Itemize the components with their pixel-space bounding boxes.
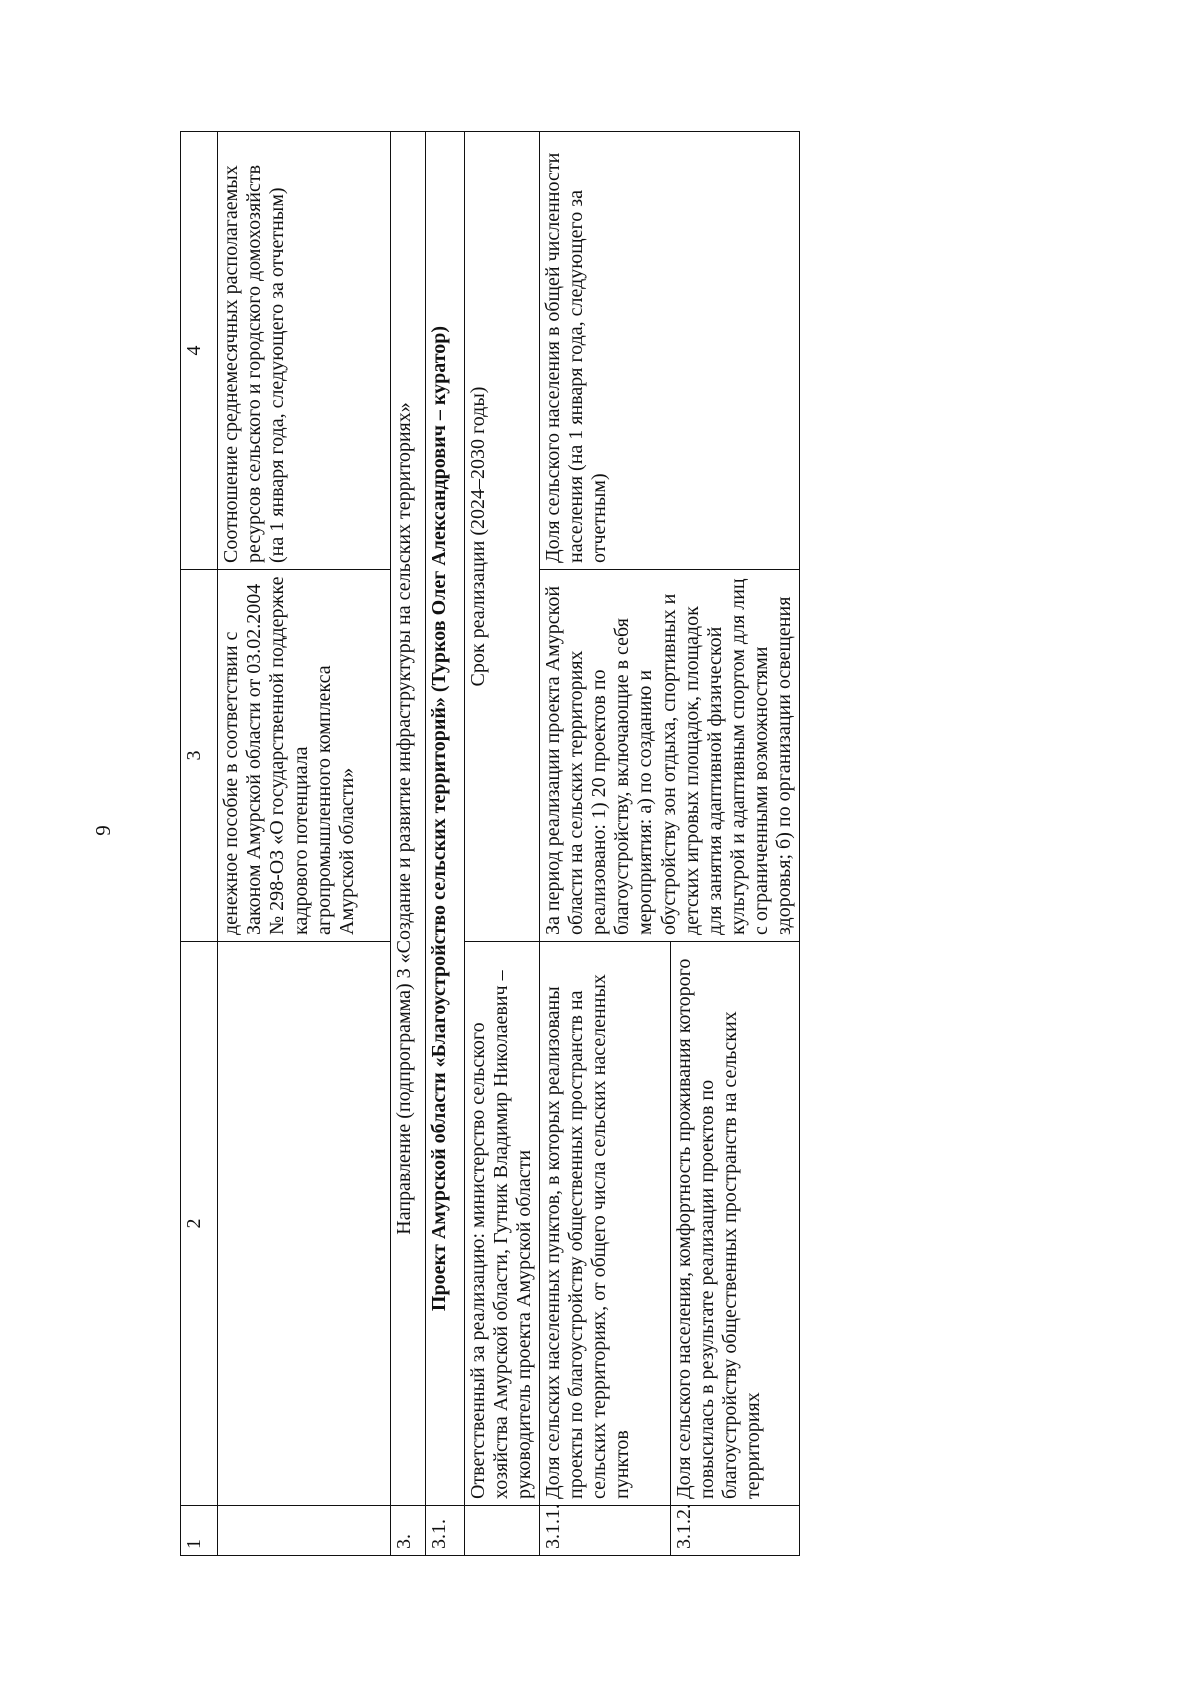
- cont-col1: [218, 1506, 391, 1556]
- project-3-1-number: 3.1.: [426, 1506, 465, 1556]
- section-3-title: Направление (подпрограмма) 3 «Создание и развитие инфраструктуры на сельских территориях»: [391, 132, 426, 1506]
- cont-col4: Соотношение среднемесячных располагаемых ресурсов сельского и городского домохозяйств (на 1 января года, следующего за отчетным): [218, 132, 391, 570]
- implementation-period: Срок реализации (2024–2030 годы): [465, 132, 540, 942]
- project-3-1-title: Проект Амурской области «Благоустройство сельских территорий» (Турков Олег Александрович – куратор): [426, 132, 465, 1506]
- task-3-1-2-text: Доля сельского населения, комфортность проживания которого повысилась в результате реализации проектов по благоустройству общественных пространств на сельских территориях: [670, 942, 799, 1506]
- task-3-1-1-row: [539, 132, 670, 1556]
- header-col1: 1: [181, 1506, 218, 1556]
- rotated-table-container: [180, 132, 796, 1556]
- header-row: [181, 132, 218, 1556]
- section-3-row: [391, 132, 426, 1556]
- header-col4: 4: [181, 132, 218, 570]
- responsible-row: [465, 132, 540, 1556]
- page-number: 9: [90, 825, 115, 836]
- expected-effects-cell: За период реализации проекта Амурской области на сельских территориях реализовано: 1) 20 проектов по благоустройству, включающие в себя мероприятия: а) по созданию и обустройству зон отдыха, спортивных и детских игровых площадок, площадок для занятия адаптивной физической культурой и адаптивным спортом для лиц с ограниченными возможностями здоровья; б) по организации освещения: [539, 570, 799, 942]
- cont-col3: денежное пособие в соответствии с Законом Амурской области от 03.02.2004 № 298-ОЗ «О государственной поддержке кадрового потенциала агропромышленного комплекса Амурской области»: [218, 570, 391, 942]
- header-col2: 2: [181, 942, 218, 1506]
- document-table: [180, 131, 800, 1556]
- project-3-1-row: [426, 132, 465, 1556]
- section-3-number: 3.: [391, 1506, 426, 1556]
- cont-col2: [218, 942, 391, 1506]
- task-3-1-1-number: 3.1.1.: [539, 1506, 670, 1556]
- header-col3: 3: [181, 570, 218, 942]
- responsible-col1: [465, 1506, 540, 1556]
- indicator-cell: Доля сельского населения в общей численности населения (на 1 января года, следующего за отчетным): [539, 132, 799, 570]
- task-3-1-1-text: Доля сельских населенных пунктов, в которых реализованы проекты по благоустройству общественных пространств на сельских территориях, от общего числа сельских населенных пунктов: [539, 942, 670, 1506]
- responsible-text: Ответственный за реализацию: министерство сельского хозяйства Амурской области, Гутник Владимир Николаевич – руководитель проекта Амурской области: [465, 942, 540, 1506]
- continuation-row: [218, 132, 391, 1556]
- task-3-1-2-number: 3.1.2.: [670, 1506, 799, 1556]
